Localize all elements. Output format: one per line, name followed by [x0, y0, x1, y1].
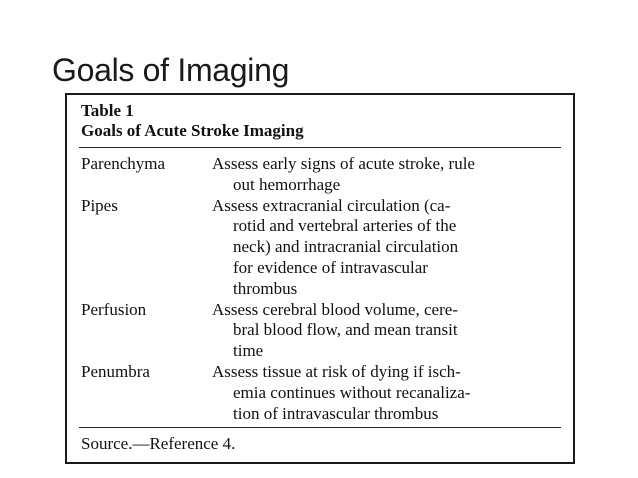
- table-figure: [65, 93, 575, 464]
- description-line: bral blood flow, and mean transit: [233, 320, 458, 340]
- row-label: Perfusion: [81, 299, 147, 319]
- row-label: Parenchyma: [81, 154, 166, 173]
- description-line: rotid and vertebral arteries of the: [233, 216, 457, 236]
- description-line: neck) and intracranial circulation: [233, 237, 459, 257]
- row-description: [212, 300, 561, 362]
- table-row-perfusion: [81, 300, 561, 362]
- description-line: for evidence of intravascular: [233, 257, 428, 277]
- table-source-note: Source.—Reference 4.: [81, 434, 236, 453]
- row-label: Penumbra: [81, 361, 150, 381]
- table-body: [81, 154, 561, 424]
- description-line: tion of intravascular thrombus: [233, 403, 439, 423]
- table-top-rule: [79, 147, 561, 148]
- description-line: time: [233, 341, 264, 361]
- row-description: [212, 196, 561, 300]
- description-line: Assess tissue at risk of dying if isch-: [212, 361, 461, 381]
- description-line: out hemorrhage: [233, 174, 341, 194]
- table-caption: Goals of Acute Stroke Imaging: [81, 121, 304, 140]
- description-line: emia continues without recanaliza-: [233, 382, 471, 402]
- row-description: [212, 154, 561, 196]
- table-row-pipes: [81, 196, 561, 300]
- table-row-parenchyma: [81, 154, 561, 196]
- table-bottom-rule: [79, 427, 561, 428]
- table-number: Table 1: [81, 101, 134, 120]
- description-line: Assess cerebral blood volume, cere-: [212, 299, 458, 319]
- row-label: Pipes: [81, 195, 118, 215]
- row-description: [212, 362, 561, 424]
- slide-title: Goals of Imaging: [52, 52, 290, 88]
- description-line: Assess extracranial circulation (ca-: [212, 195, 451, 215]
- table-row-penumbra: [81, 362, 561, 424]
- description-line: Assess early signs of acute stroke, rule: [212, 154, 475, 173]
- description-line: thrombus: [233, 278, 298, 298]
- table-heading: [81, 101, 304, 141]
